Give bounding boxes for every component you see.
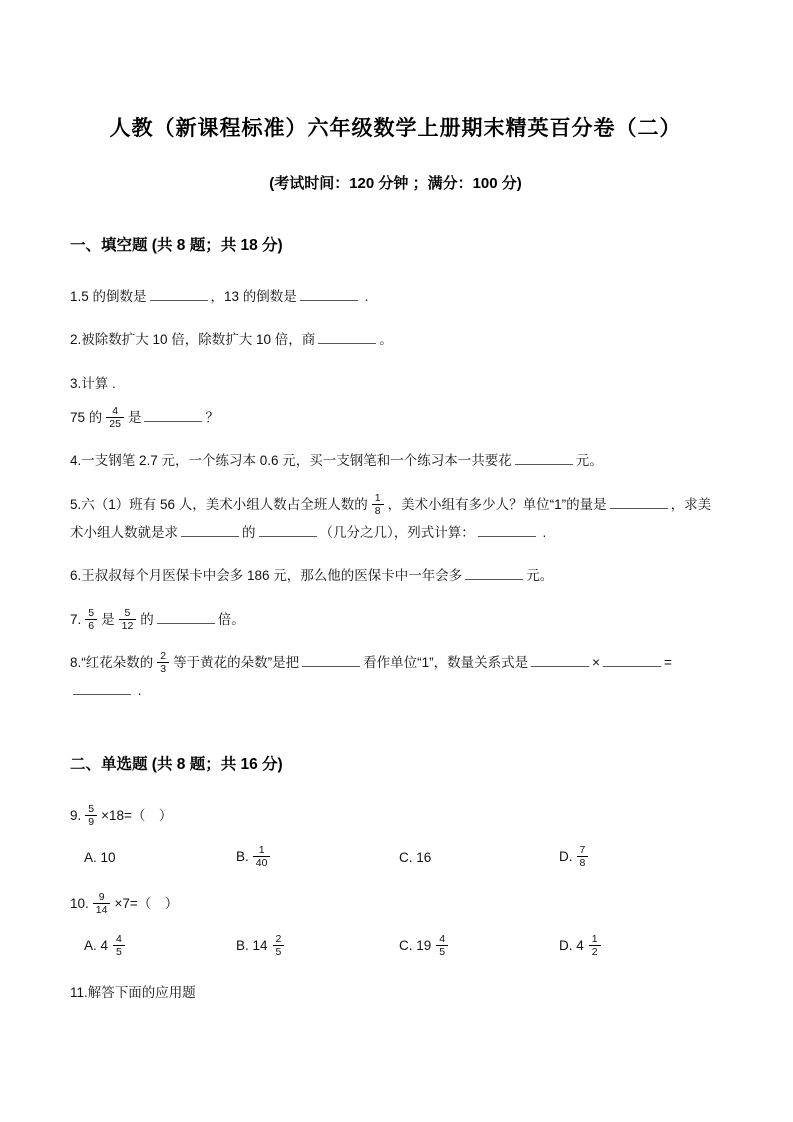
option-a	[84, 934, 236, 959]
question-text: ？	[205, 410, 219, 426]
option-d	[559, 934, 721, 959]
fraction-numerator: 7	[577, 844, 589, 857]
fraction	[436, 933, 448, 958]
fraction-denominator: 3	[160, 663, 167, 676]
question-text: =	[664, 655, 672, 671]
option-label: D. 4	[559, 937, 584, 953]
fraction	[93, 891, 111, 916]
question-text: ×	[592, 655, 600, 671]
answer-blank	[157, 610, 215, 624]
question-7	[70, 606, 721, 634]
fraction	[157, 650, 169, 675]
fraction-denominator: 5	[439, 945, 446, 958]
answer-blank	[318, 330, 376, 344]
fraction-denominator: 8	[579, 857, 586, 870]
fraction	[372, 492, 384, 517]
answer-blank	[144, 408, 202, 422]
question-text: .	[134, 683, 142, 699]
fraction-denominator: 40	[255, 857, 268, 870]
option-b	[236, 934, 399, 959]
answer-blank	[73, 681, 131, 695]
question-3-line1	[70, 370, 721, 398]
fraction-denominator: 8	[374, 504, 381, 517]
question-text: ，求美术小组人数就是求	[70, 496, 712, 541]
answer-blank	[302, 653, 360, 667]
fraction-denominator: 5	[116, 945, 122, 958]
fraction-denominator: 6	[88, 619, 95, 632]
question-text: ，美术小组有多少人？单位“1”的量是	[387, 496, 607, 512]
fraction-numerator: 4	[106, 405, 124, 418]
question-10	[70, 890, 721, 918]
question-text: 11.解答下面的应用题	[70, 984, 196, 1000]
fraction	[106, 405, 124, 430]
question-9	[70, 802, 721, 830]
section-heading-fill-in: 一、填空题 (共 8 题；共 18 分)	[70, 237, 283, 254]
answer-blank	[259, 523, 317, 537]
fraction	[589, 933, 601, 958]
option-label: B.	[236, 849, 249, 865]
question-6	[70, 562, 721, 590]
answer-parentheses: （ ）	[137, 896, 179, 912]
question-text: 是	[101, 611, 115, 627]
option-c	[399, 850, 559, 865]
fraction-denominator: 14	[95, 904, 108, 917]
question-text: 8.“红花朵数的	[70, 655, 154, 671]
option-c	[399, 934, 559, 959]
question-text: （几分之几），列式计算：	[319, 525, 475, 541]
question-text: 倍。	[217, 611, 245, 627]
fraction-denominator: 5	[275, 945, 282, 958]
fraction-numerator: 1	[253, 844, 271, 857]
fraction-denominator: 12	[121, 619, 134, 632]
option-b	[236, 845, 399, 870]
question-4	[70, 447, 721, 475]
question-text: 的	[140, 611, 154, 627]
question-11	[70, 979, 721, 1007]
exam-info: (考试时间：120 分钟 ；满分：100 分)	[269, 175, 522, 192]
fraction-numerator: 4	[113, 933, 125, 946]
question-text: 3.计算 .	[70, 375, 116, 391]
answer-blank	[603, 653, 661, 667]
page-title: 人教（新课程标准）六年级数学上册期末精英百分卷（二）	[109, 117, 682, 140]
question-text: 5.六（1）班有 56 人，美术小组人数占全班人数的	[70, 496, 368, 512]
question-text: 等于黄花的朵数”是把	[173, 655, 300, 671]
question-text: 75 的	[70, 410, 103, 426]
answer-blank	[515, 451, 573, 465]
fraction	[577, 844, 589, 869]
question-text: ，13 的倒数是	[210, 289, 297, 304]
question-text: 元。	[526, 568, 554, 584]
question-8	[70, 649, 721, 706]
answer-blank	[181, 523, 239, 537]
question-text: 元。	[575, 453, 603, 469]
question-text: 1.5 的倒数是	[70, 289, 147, 304]
fraction-numerator: 2	[273, 933, 285, 946]
question-text: ×7=	[114, 896, 138, 912]
question-1	[70, 283, 721, 311]
question-text: 7.	[70, 611, 82, 627]
answer-blank	[300, 287, 358, 301]
question-text: 。	[379, 332, 393, 348]
fraction-numerator: 1	[372, 492, 384, 505]
option-label: A. 4	[84, 937, 109, 953]
option-label: B. 14	[236, 937, 268, 953]
question-text: .	[360, 289, 369, 304]
option-d	[559, 845, 721, 870]
fraction	[85, 803, 97, 828]
question-10-options	[70, 934, 721, 959]
fraction-numerator: 4	[436, 933, 448, 946]
question-text: 4.一支钢笔 2.7 元，一个练习本 0.6 元，买一支钢笔和一个练习本一共要花	[70, 453, 512, 469]
question-text: .	[538, 525, 547, 541]
fraction	[113, 933, 125, 958]
fraction-numerator: 9	[93, 891, 111, 904]
answer-blank	[610, 495, 668, 509]
option-label: C. 19	[399, 937, 432, 953]
fraction-denominator: 9	[88, 815, 95, 828]
question-text: 6.王叔叔每个月医保卡中会多 186 元，那么他的医保卡中一年会多	[70, 568, 463, 584]
fraction	[273, 933, 285, 958]
question-text: 10.	[70, 896, 89, 912]
question-9-options	[70, 845, 721, 870]
answer-parentheses: （ ）	[131, 807, 173, 823]
fraction-denominator: 25	[109, 417, 121, 430]
question-3-line2	[70, 404, 721, 432]
question-text: 2.被除数扩大 10 倍，除数扩大 10 倍，商	[70, 332, 316, 348]
question-text: 9.	[70, 807, 82, 823]
fraction	[85, 607, 97, 632]
answer-blank	[478, 523, 536, 537]
fraction	[119, 607, 137, 632]
question-5	[70, 491, 721, 548]
question-text: 是	[127, 410, 142, 426]
question-text: 的	[242, 525, 256, 541]
answer-blank	[465, 566, 523, 580]
fraction-numerator: 5	[85, 803, 97, 816]
option-label: C. 16	[399, 850, 432, 866]
fraction-denominator: 2	[591, 945, 598, 958]
fraction-numerator: 5	[119, 607, 137, 620]
option-label: A. 10	[84, 850, 116, 866]
fraction-numerator: 1	[589, 933, 601, 946]
answer-blank	[531, 653, 589, 667]
section-heading-multiple-choice: 二、单选题 (共 8 题；共 16 分)	[70, 755, 283, 773]
fraction-numerator: 2	[157, 650, 169, 663]
question-text: 看作单位“1”，数量关系式是	[363, 655, 529, 671]
fraction-numerator: 5	[85, 607, 97, 620]
question-2	[70, 326, 721, 354]
question-text: ×18=	[101, 807, 132, 823]
option-label: D.	[559, 849, 573, 865]
answer-blank	[150, 287, 208, 301]
option-a	[84, 850, 236, 865]
fraction	[253, 844, 271, 869]
